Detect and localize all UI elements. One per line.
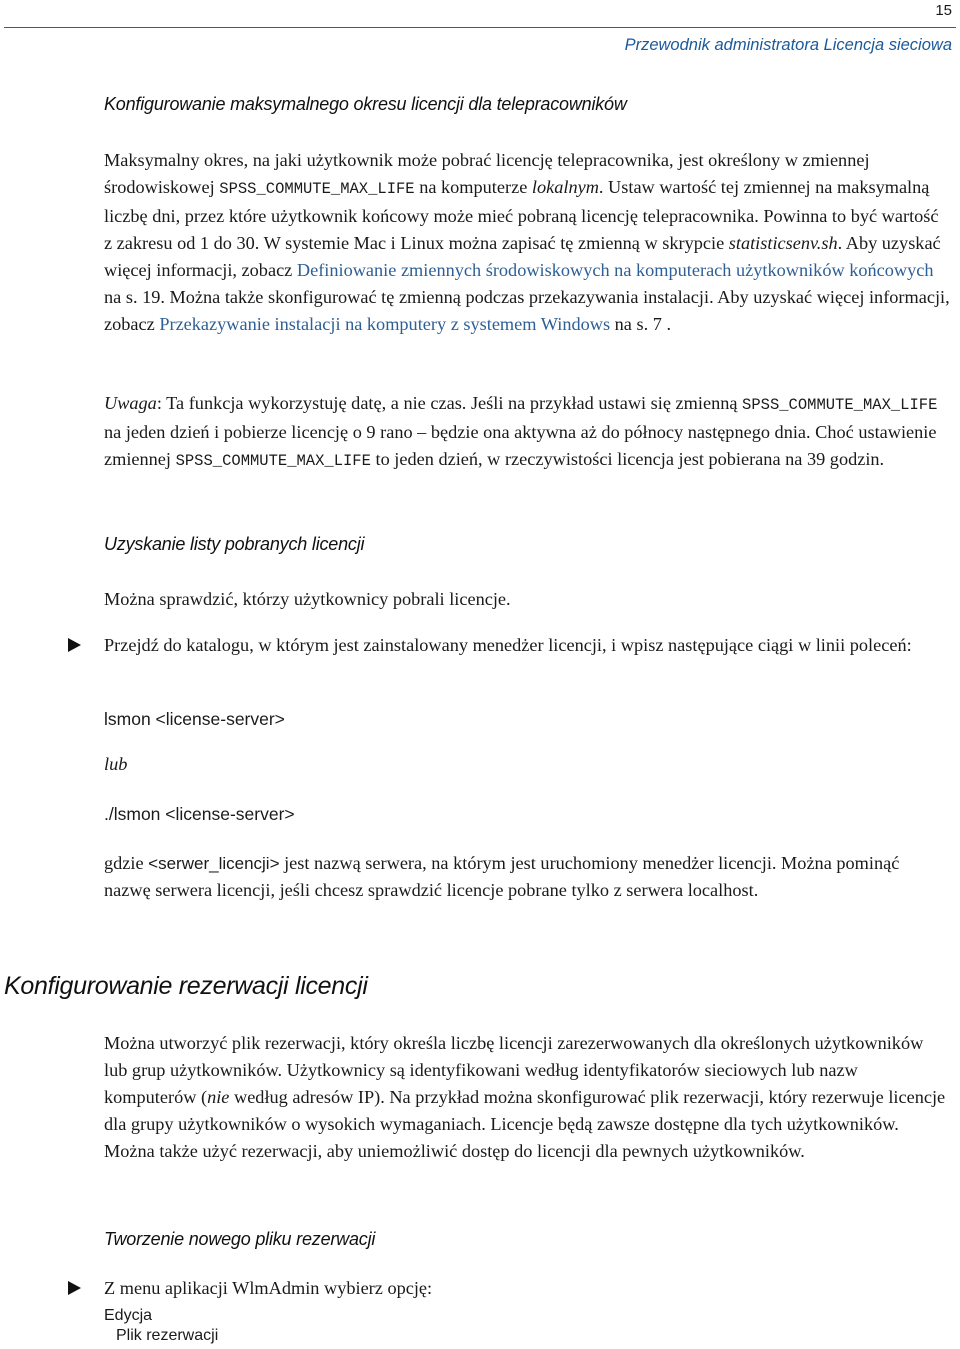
section-heading-new-reservation-file: Tworzenie nowego pliku rezerwacji xyxy=(104,1229,376,1249)
paragraph-list-intro: Można sprawdzić, którzy użytkownicy pobrali licencje. xyxy=(104,589,511,609)
env-var-code: SPSS_COMMUTE_MAX_LIFE xyxy=(742,396,938,414)
env-var-code: SPSS_COMMUTE_MAX_LIFE xyxy=(219,180,415,198)
paragraph-reservations: Można utworzyć plik rezerwacji, który określa liczbę licencji zarezerwowanych dla określonych użytkowników lub grup użytkowników. Użytkownicy są identyfikowani według identyfikatorów sieciowych lub nazw komputerów (nie według adresów IP). Na przykład można skonfigurować plik rezerwacji, który rezerwuje licencje dla grupy użytkowników o wysokich wymaganiach. Licencje będą zawsze dostępne dla tych użytkowników. Można także użyć rezerwacji, aby uniemożliwić dostęp do licencji dla pewnych użytkowników. xyxy=(104,1033,946,1161)
paragraph-commute-max-life: Maksymalny okres, na jaki użytkownik może pobrać licencję telepracownika, jest określony w zmiennej środowiskowej SPSS_COMMUTE_MAX_LIFE na komputerze lokalnym. Ustaw wartość tej zmiennej na maksymalną liczbę dni, przez które użytkownik końcowy może mieć pobraną licencję telepracownika. Powinna to być wartość z zakresu od 1 do 30. W systemie Mac i Linux można zapisać tę zmienną w skrypcie statisticsenv.sh. Aby uzyskać więcej informacji, zobacz Definiowanie zmiennych środowiskowych na komputerach użytkowników końcowych na s. 19. Można także skonfigurować tę zmienną podczas przekazywania instalacji. Aby uzyskać więcej informacji, zobacz Przekazywanie instalacji na komputery z systemem Windows na s. 7 . xyxy=(104,150,950,334)
step-arrow-icon xyxy=(68,638,81,652)
or-label: lub xyxy=(104,754,128,774)
step-instruction-wlmadmin: Z menu aplikacji WlmAdmin wybierz opcję: xyxy=(104,1278,433,1298)
env-var-code: SPSS_COMMUTE_MAX_LIFE xyxy=(175,452,371,470)
menu-item-plik-rezerwacji: Plik rezerwacji xyxy=(116,1327,219,1344)
server-placeholder: <serwer_licencji> xyxy=(148,854,280,873)
section-heading-list-licenses: Uzyskanie listy pobranych licencji xyxy=(104,534,365,554)
step-arrow-icon xyxy=(68,1281,81,1295)
note-paragraph: Uwaga: Ta funkcja wykorzystuję datę, a nie czas. Jeśli na przykład ustawi się zmienną SPSS_COMMUTE_MAX_LIFE na jeden dzień i pobierze licencję o 9 rano – będzie ona aktywna aż do północy następnego dnia. Choć ustawienie zmiennej SPSS_COMMUTE_MAX_LIFE to jeden dzień, w rzeczywistości licencja jest pobierana na 39 godzin. xyxy=(104,393,938,470)
running-header: Przewodnik administratora Licencja sieciowa xyxy=(624,36,952,54)
step-instruction: Przejdź do katalogu, w którym jest zainstalowany menedżer licencji, i wpisz następujące ciągi w linii poleceń: xyxy=(104,635,912,655)
header-rule xyxy=(4,27,956,28)
menu-item-edycja: Edycja xyxy=(104,1307,153,1324)
link-env-vars[interactable]: Definiowanie zmiennych środowiskowych na komputerach użytkowników końcowych xyxy=(296,260,934,280)
link-push-install[interactable]: Przekazywanie instalacji na komputery z systemem Windows xyxy=(159,314,611,334)
command-lsmon: lsmon <license-server> xyxy=(104,709,285,729)
page-number: 15 xyxy=(935,2,952,19)
chapter-heading-reservations: Konfigurowanie rezerwacji licencji xyxy=(4,972,368,1000)
paragraph-server-name: gdzie <serwer_licencji> jest nazwą serwera, na którym jest uruchomiony menedżer licencji. Można pominąć nazwę serwera licencji, jeśli chcesz sprawdzić licencje pobrane tylko z serwera localhost. xyxy=(104,853,900,900)
section-heading-commute-max-life: Konfigurowanie maksymalnego okresu licencji dla telepracowników xyxy=(104,94,627,114)
command-lsmon-relative: ./lsmon <license-server> xyxy=(104,804,295,824)
